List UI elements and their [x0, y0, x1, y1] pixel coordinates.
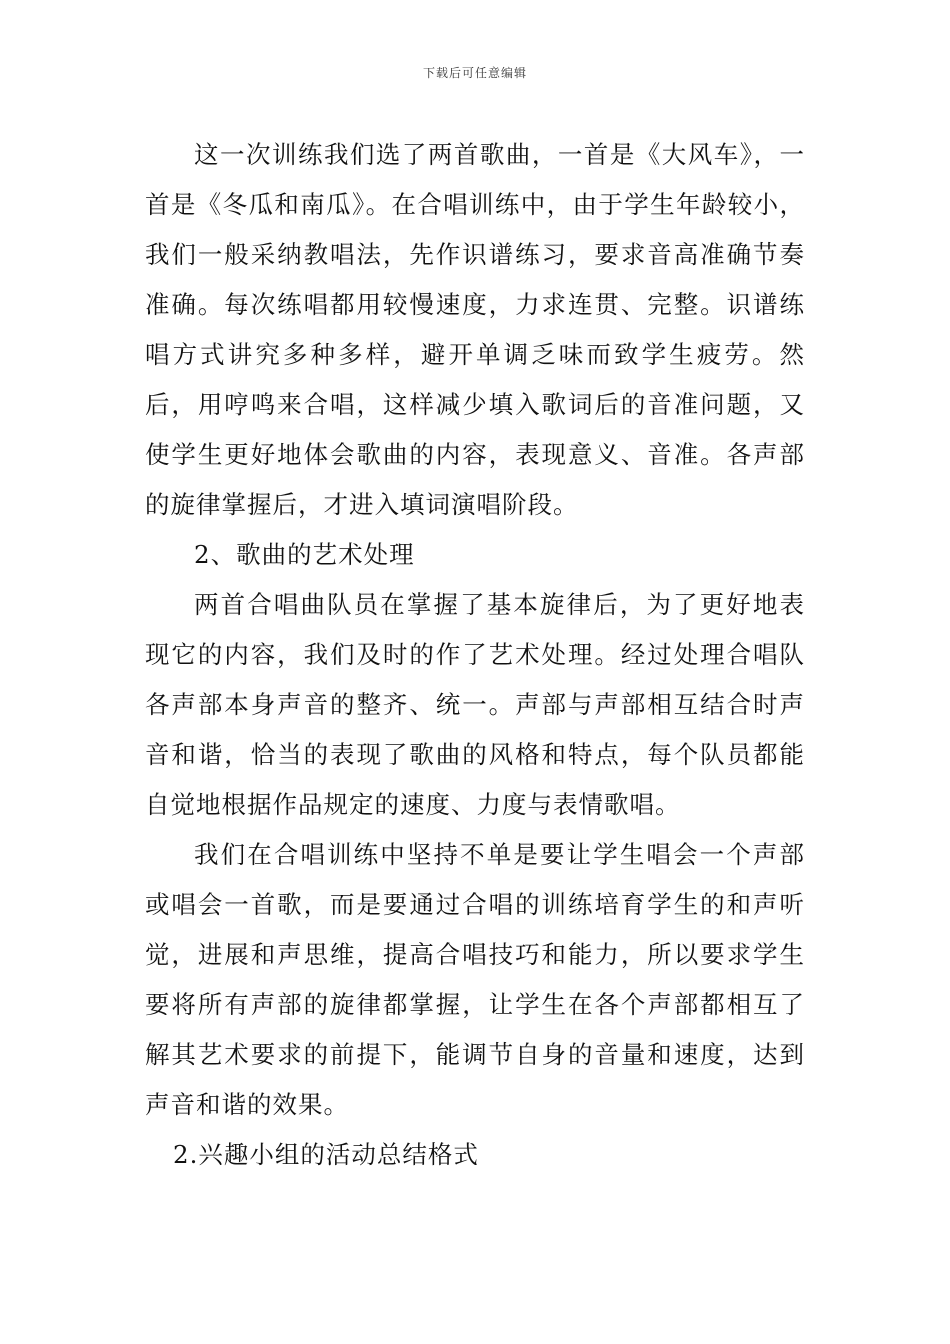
paragraph-training-method: 这一次训练我们选了两首歌曲，一首是《大风车》，一首是《冬瓜和南瓜》。在合唱训练中，由于学生年龄较小，我们一般采纳教唱法，先作识谱练习，要求音高准确节奏准确。每次练唱都用较慢速度，力求连贯、完整。识谱练唱方式讲究多种多样，避开单调乏味而致学生疲劳。然后，用哼鸣来合唱，这样减少填入歌词后的音准问题，又使学生更好地体会歌曲的内容，表现意义、音准。各声部的旋律掌握后，才进入填词演唱阶段。 [145, 140, 805, 519]
paragraph-artistic-processing: 两首合唱曲队员在掌握了基本旋律后，为了更好地表现它的内容，我们及时的作了艺术处理。经过处理合唱队各声部本身声音的整齐、统一。声部与声部相互结合时声音和谐，恰当的表现了歌曲的风格和特点，每个队员都能自觉地根据作品规定的速度、力度与表情歌唱。 [145, 590, 805, 819]
subheading-artistic-processing: 2、歌曲的艺术处理 [194, 540, 415, 569]
header-note: 下载后可任意编辑 [422, 66, 527, 80]
paragraph-harmony-training: 我们在合唱训练中坚持不单是要让学生唱会一个声部或唱会一首歌，而是要通过合唱的训练培育学生的和声听觉，进展和声思维，提高合唱技巧和能力，所以要求学生要将所有声部的旋律都掌握，让学生在各个声部都相互了解其艺术要求的前提下，能调节自身的音量和速度，达到声音和谐的效果。 [145, 840, 805, 1119]
document-body [145, 130, 805, 1180]
section-title: 2.兴趣小组的活动总结格式 [173, 1140, 479, 1169]
